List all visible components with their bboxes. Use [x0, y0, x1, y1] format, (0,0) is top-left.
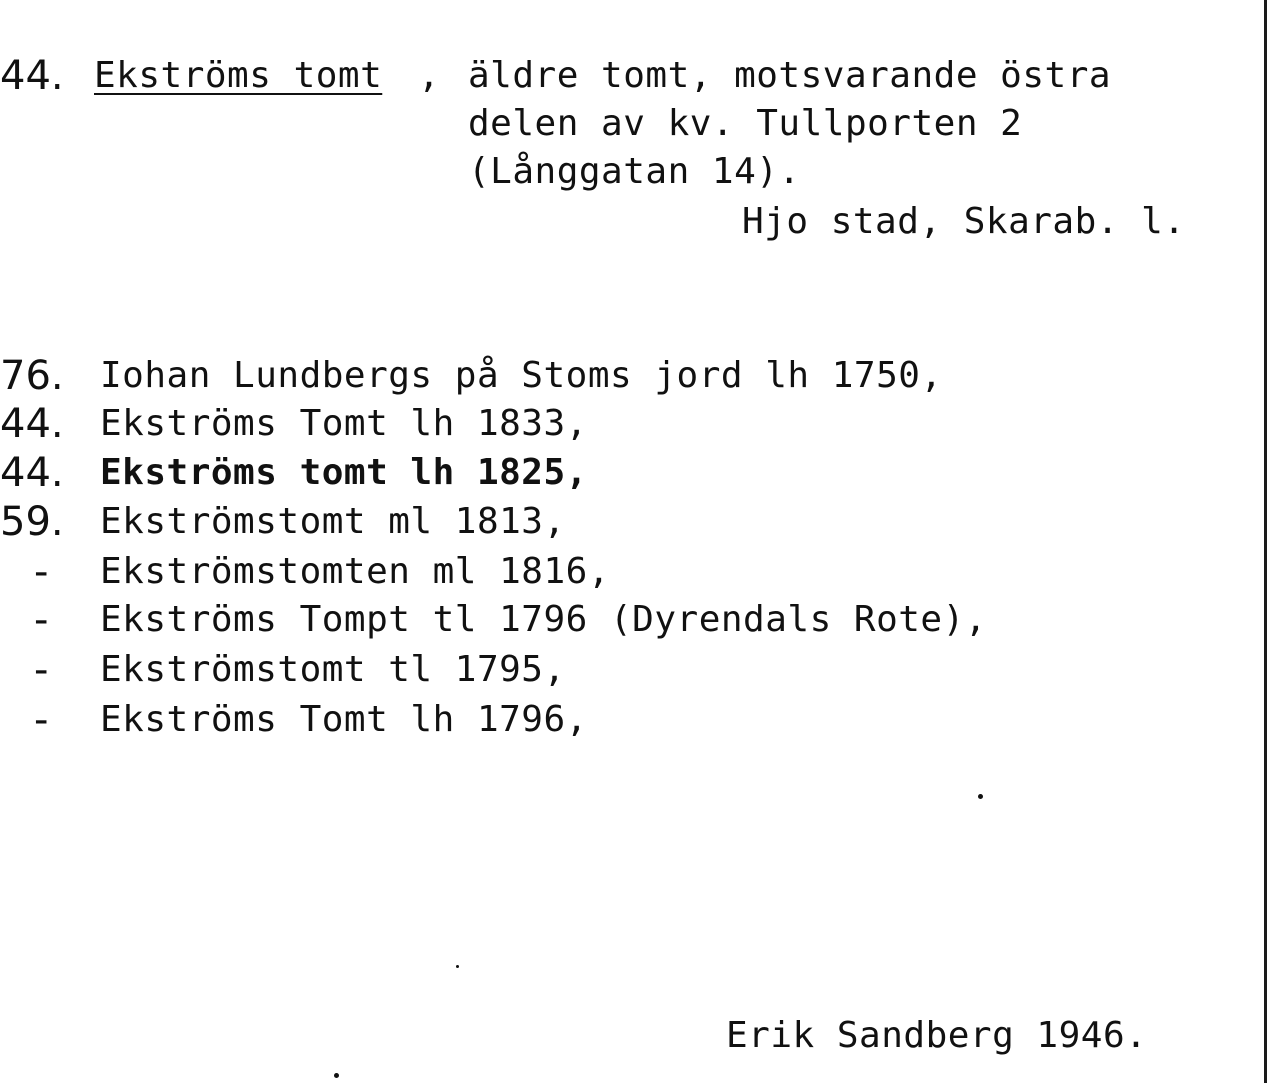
header-comma: , [418, 55, 441, 96]
header-location: Hjo stad, Skarab. l. [742, 201, 1186, 242]
entry-dash: - [34, 549, 49, 595]
header-line3: (Långgatan 14). [468, 151, 801, 192]
entry-number: 59. [0, 499, 64, 545]
scan-speck [978, 794, 983, 799]
entry-text: Ekströms tomt lh 1825, [100, 452, 588, 493]
entry-text: Ekströmstomten ml 1816, [100, 551, 610, 592]
header-line2: delen av kv. Tullporten 2 [468, 103, 1023, 144]
entry-dash: - [34, 597, 49, 643]
scan-speck [456, 965, 459, 968]
entry-text: Ekströmstomt tl 1795, [100, 649, 566, 690]
header-title: Ekströms tomt [94, 55, 383, 96]
entry-number: 44. [0, 401, 64, 447]
entry-text: Ekströmstomt ml 1813, [100, 501, 566, 542]
entry-number: 44. [0, 450, 64, 496]
header-number: 44. [0, 53, 64, 99]
entry-text: Ekströms Tompt tl 1796 (Dyrendals Rote), [100, 599, 987, 640]
entry-text: Ekströms Tomt lh 1796, [100, 699, 588, 740]
header-line1: äldre tomt, motsvarande östra [468, 55, 1112, 96]
entry-number: 76. [0, 353, 64, 399]
card-edge-line [1264, 0, 1267, 1083]
scan-speck [334, 1073, 339, 1078]
entry-dash: - [34, 647, 49, 693]
entry-dash: - [34, 697, 49, 743]
entry-text: Ekströms Tomt lh 1833, [100, 403, 588, 444]
signature: Erik Sandberg 1946. [726, 1015, 1148, 1056]
entry-text: Iohan Lundbergs på Stoms jord lh 1750, [100, 355, 943, 396]
